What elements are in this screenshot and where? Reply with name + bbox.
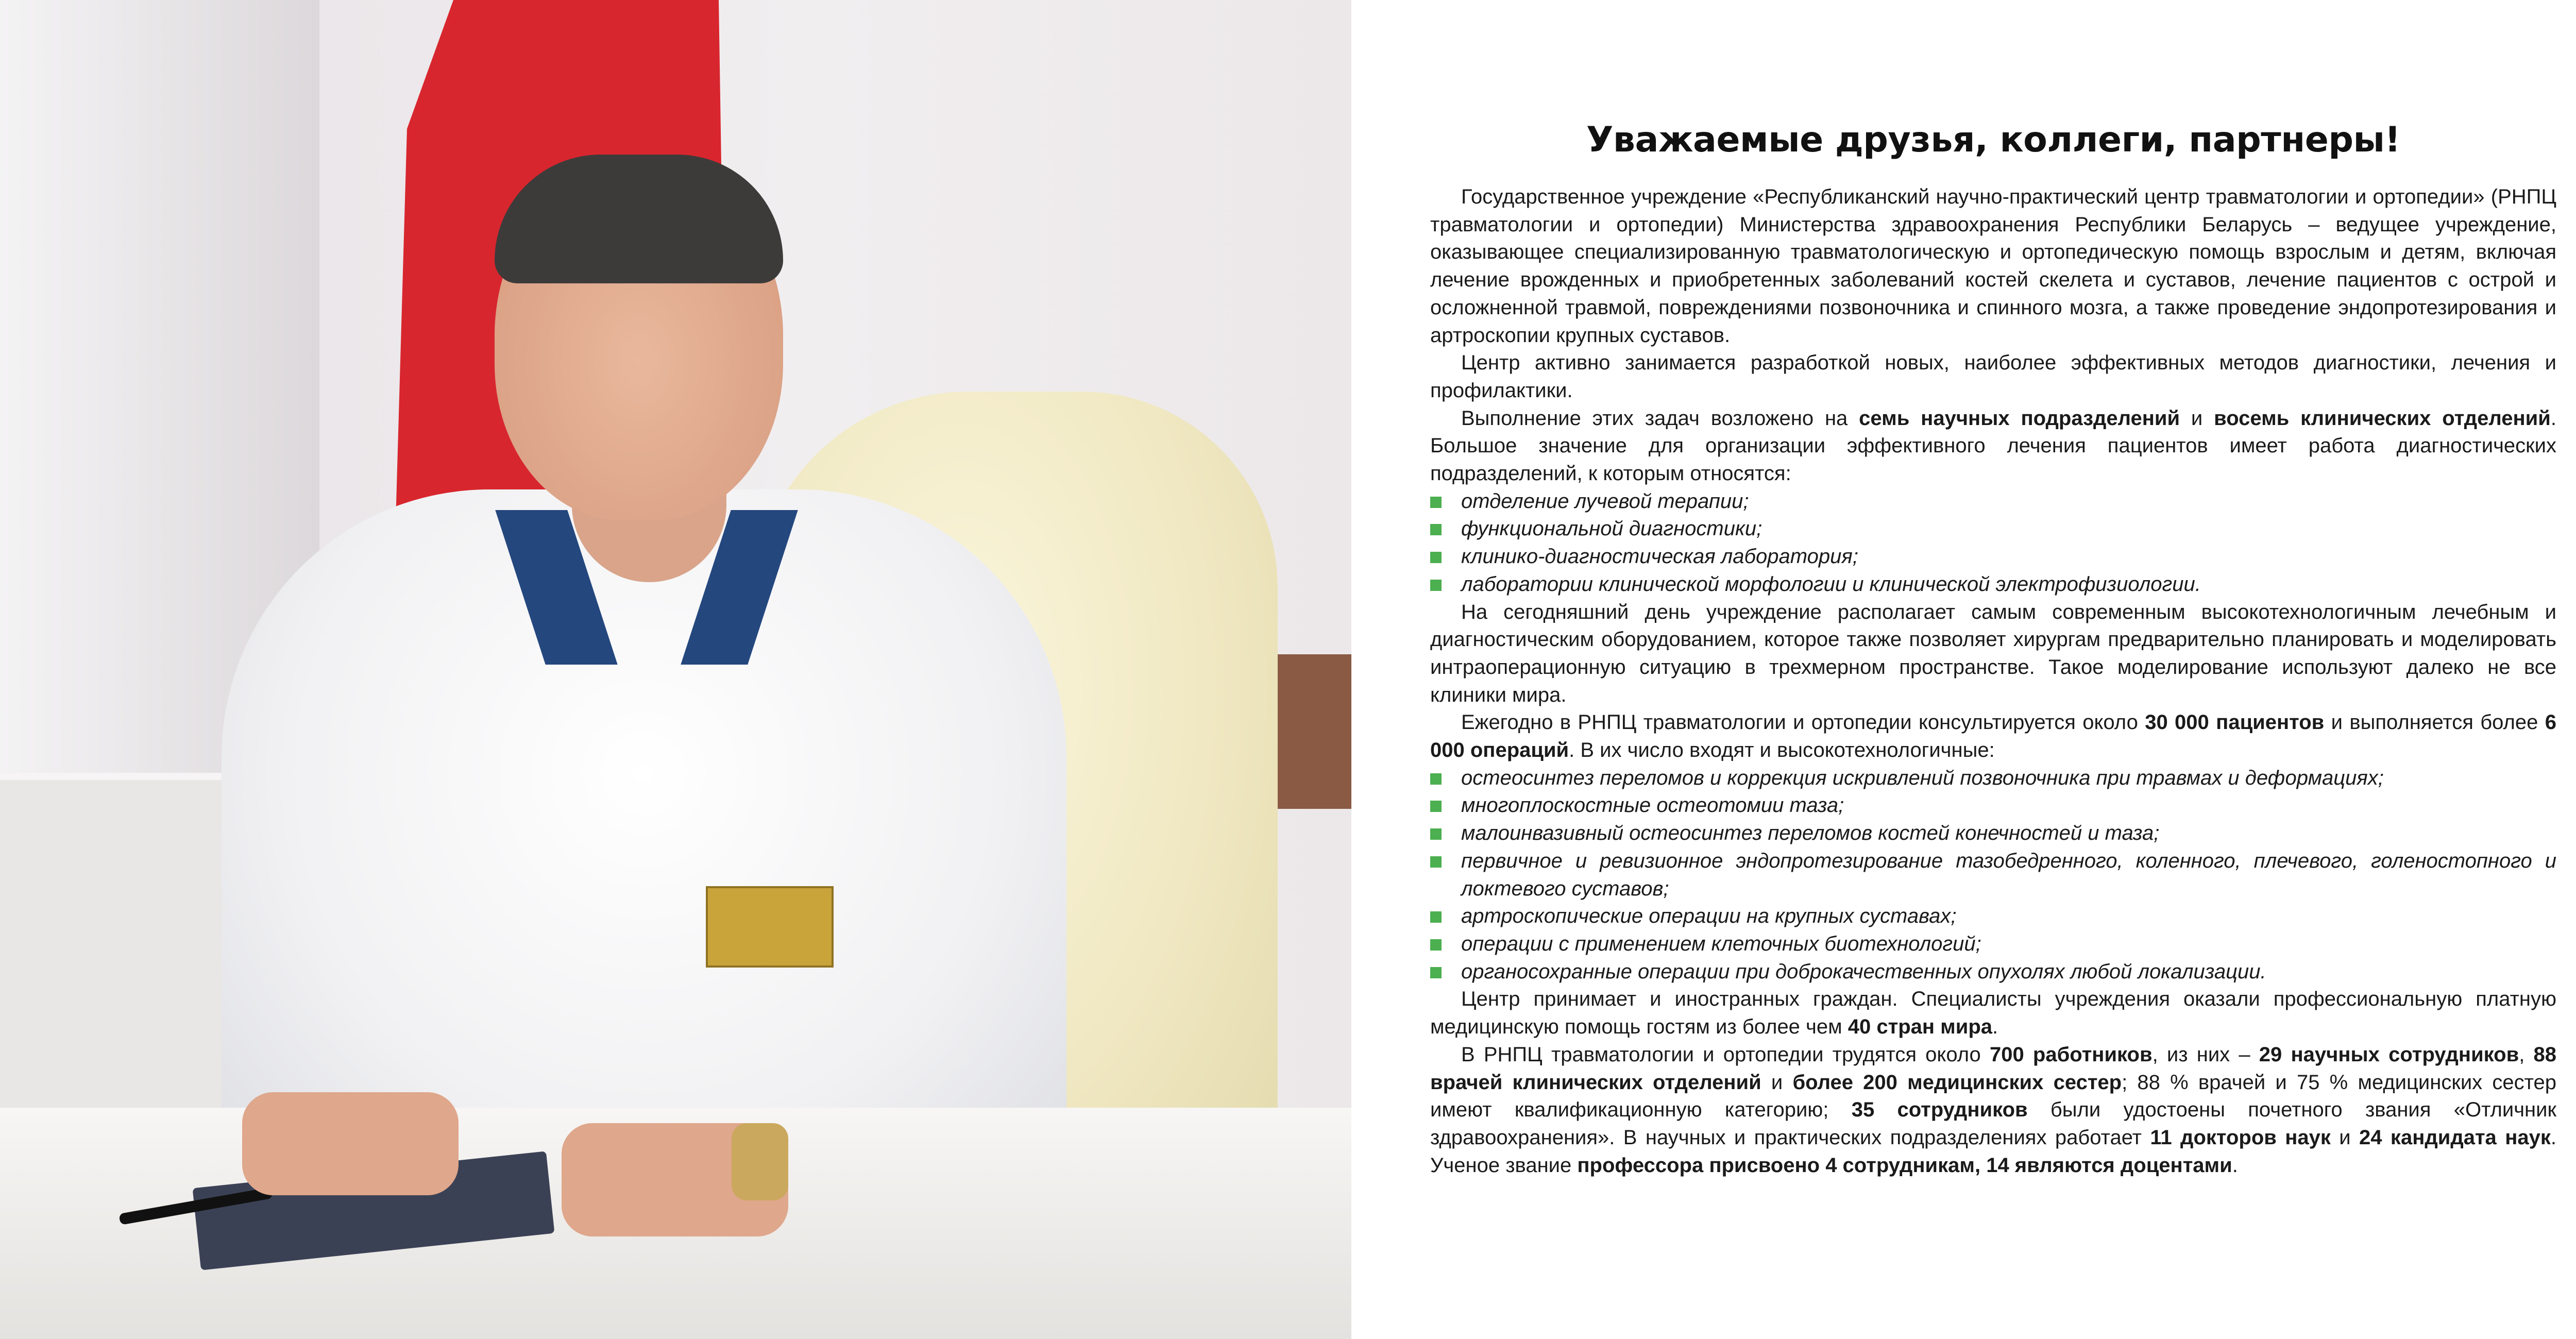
square-bullet-icon	[1430, 773, 1442, 785]
list-item: малоинвазивный остеосинтез переломов костей конечностей и таза;	[1430, 820, 2556, 848]
left-hand	[242, 1092, 459, 1195]
name-badge	[706, 886, 834, 968]
list-item: первичное и ревизионное эндопротезирование тазобедренного, коленного, плечевого, голеностопного и локтевого суставов;	[1430, 848, 2556, 903]
list-item: отделение лучевой терапии;	[1430, 488, 2556, 516]
paragraph-foreign-patients: Центр принимает и иностранных граждан. Специалисты учреждения оказали профессиональную платную медицинскую помощь гостям из более чем 40 стран мира.	[1430, 988, 2556, 1039]
list-item: органосохранные операции при доброкачественных опухолях любой локализации.	[1430, 958, 2556, 986]
list-item: остеосинтез переломов и коррекция искривлений позвоночника при травмах и деформациях;	[1430, 765, 2556, 792]
list-item: функциональной диагностики;	[1430, 515, 2556, 543]
square-bullet-icon	[1430, 580, 1442, 591]
intro-paragraph: Государственное учреждение «Республиканский научно-практический центр травматологии и ортопедии» (РНПЦ травматологии и ортопедии) Министерства здравоохранения Республики Беларусь – ведущее учреждение, оказывающее специализированную травматологическую и ортопедическую помощь взрослым и детям, включая лечение врожденных и приобретенных заболеваний костей скелета и суставов, лечение пациентов с острой и осложненной травмой, повреждениями позвоночника и спинного мозга, а также проведение эндопротезирования и артроскопии крупных суставов.	[1430, 185, 2556, 347]
square-bullet-icon	[1430, 856, 1442, 868]
paragraph-staff: В РНПЦ травматологии и ортопедии трудятся около 700 работников, из них – 29 научных сотрудников, 88 врачей клинических отделений и более 200 медицинских сестер; 88 % врачей и 75 % медицинских сестер имеют квалификационную категорию; 35 сотрудников были удостоены почетного звания «Отличник здравоохранения». В научных и практических подразделениях работает 11 докторов наук и 24 кандидата наук. Ученое звание профессора присвоено 4 сотрудникам, 14 являются доцентами.	[1430, 1043, 2557, 1177]
paragraph-statistics: Ежегодно в РНПЦ травматологии и ортопедии консультируется около 30 000 пациентов и выполняется более 6 000 операций. В их число входят и высокотехнологичные:	[1430, 711, 2556, 762]
diagnostic-units-list	[1430, 488, 2556, 599]
square-bullet-icon	[1430, 552, 1442, 563]
square-bullet-icon	[1430, 828, 1442, 840]
square-bullet-icon	[1430, 967, 1442, 978]
list-item: многоплоскостные остеотомии таза;	[1430, 792, 2556, 820]
cabinet	[0, 773, 247, 1141]
page-title: Уважаемые друзья, коллеги, партнеры!	[1586, 120, 2400, 160]
square-bullet-icon	[1430, 939, 1442, 951]
square-bullet-icon	[1430, 911, 1442, 923]
square-bullet-icon	[1430, 801, 1442, 812]
operations-list	[1430, 765, 2556, 986]
paragraph-units: Выполнение этих задач возложено на семь научных подразделений и восемь клинических отделений. Большое значение для организации эффективного лечения пациентов имеет работа диагностических подразделений, к которым относятся:	[1430, 406, 2556, 485]
wristwatch	[732, 1123, 788, 1200]
list-item: лаборатории клинической морфологии и клинической электрофизиологии.	[1430, 571, 2556, 599]
letter-text	[1430, 120, 2556, 1179]
square-bullet-icon	[1430, 524, 1442, 535]
list-item: операции с применением клеточных биотехнологий;	[1430, 930, 2556, 958]
square-bullet-icon	[1430, 497, 1442, 508]
list-item: клинико-диагностическая лаборатория;	[1430, 543, 2556, 571]
paragraph-equipment: На сегодняшний день учреждение располагает самым современным высокотехнологичным лечебным и диагностическим оборудованием, которое также позволяет хирургам предварительно планировать и моделировать интраоперационную ситуацию в трехмерном пространстве. Такое моделирование используют далеко не все клиники мира.	[1430, 600, 2556, 706]
paragraph-methods: Центр активно занимается разработкой новых, наиболее эффективных методов диагностики, лечения и профилактики.	[1430, 351, 2556, 402]
list-item: артроскопические операции на крупных суставах;	[1430, 903, 2556, 930]
